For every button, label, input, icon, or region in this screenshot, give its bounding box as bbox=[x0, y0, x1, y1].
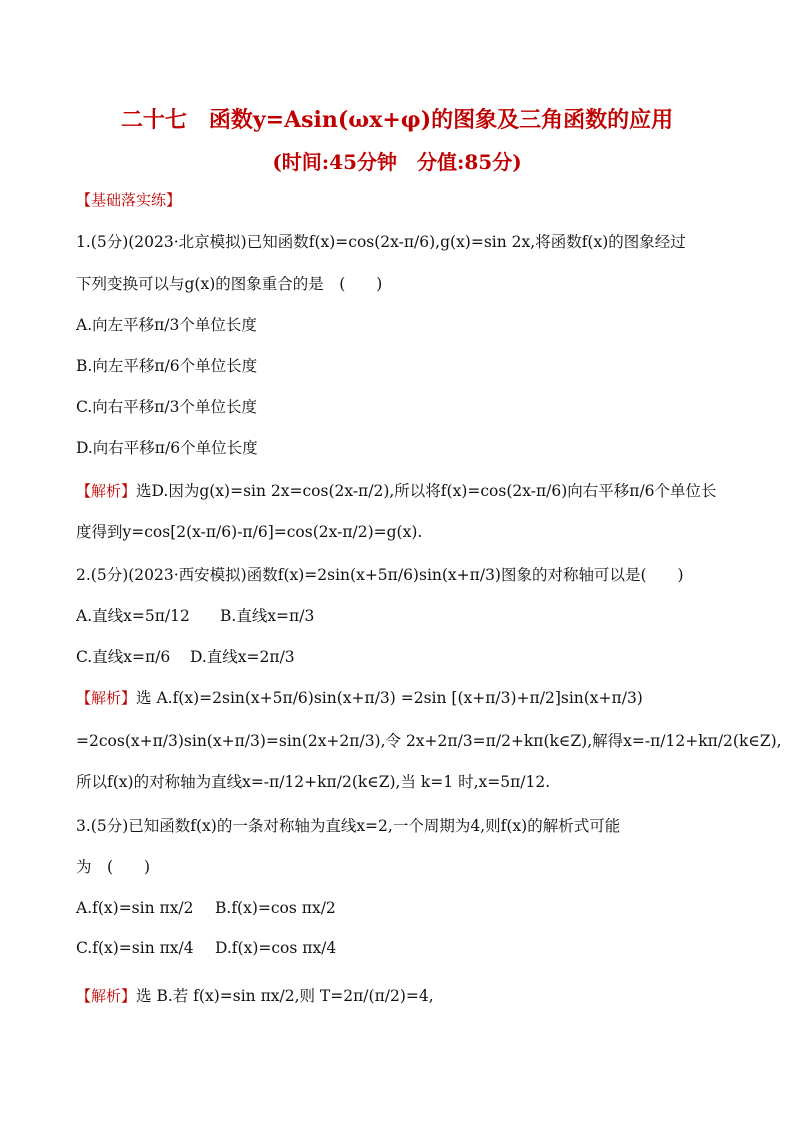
q1-stem-line1: 1.(5分)(2023·北京模拟)已知函数f(x)=cos(2x-π/6),g(x)=sin 2x,将函数f(x)的图象经过 bbox=[76, 233, 686, 251]
q2-stem-line1: 2.(5分)(2023·西安模拟)函数f(x)=2sin(x+5π/6)sin(x+π/3)图象的对称轴可以是( ) bbox=[76, 566, 684, 584]
q3-option-c: C.f(x)=sin πx/4 bbox=[76, 939, 194, 957]
analysis-tag: 【解析】 bbox=[76, 482, 137, 500]
q3-stem-line1: 3.(5分)已知函数f(x)的一条对称轴为直线x=2,一个周期为4,则f(x)的解析式可能 bbox=[76, 817, 621, 835]
analysis-tag: 【解析】 bbox=[76, 987, 137, 1005]
q2-option-a: A.直线x=5π/12 bbox=[76, 607, 190, 625]
q2-option-d: D.直线x=2π/3 bbox=[190, 648, 295, 666]
q2-analysis-text1: 选 A.f(x)=2sin(x+5π/6)sin(x+π/3) =2sin [(x+π/3)+π/2]sin(x+π/3) bbox=[136, 689, 643, 707]
q1-analysis-line2: 度得到y=cos[2(x-π/6)-π/6]=cos(2x-π/2)=g(x). bbox=[76, 523, 423, 541]
q2-option-c: C.直线x=π/6 bbox=[76, 648, 171, 666]
q1-option-d: D.向右平移π/6个单位长度 bbox=[76, 439, 258, 457]
q2-analysis-line1 bbox=[76, 688, 643, 708]
q2-option-b: B.直线x=π/3 bbox=[220, 607, 315, 625]
q1-option-c: C.向右平移π/3个单位长度 bbox=[76, 398, 258, 416]
q3-analysis-line1 bbox=[76, 986, 434, 1006]
page-subtitle: (时间:45分钟 分值:85分) bbox=[272, 150, 522, 174]
q1-option-b: B.向左平移π/6个单位长度 bbox=[76, 357, 258, 375]
q3-stem-line2: 为 ( ) bbox=[76, 858, 151, 876]
q1-stem-line2: 下列变换可以与g(x)的图象重合的是 ( ) bbox=[76, 275, 383, 293]
q3-option-b: B.f(x)=cos πx/2 bbox=[215, 899, 336, 917]
analysis-tag: 【解析】 bbox=[76, 689, 137, 707]
q1-analysis-text1: 选D.因为g(x)=sin 2x=cos(2x-π/2),所以将f(x)=cos(2x-π/6)向右平移π/6个单位长 bbox=[136, 482, 717, 500]
q2-analysis-line2: =2cos(x+π/3)sin(x+π/3)=sin(2x+2π/3),令 2x+2π/3=π/2+kπ(k∈Z),解得x=-π/12+kπ/2(k∈Z), bbox=[76, 732, 782, 750]
section-heading: 【基础落实练】 bbox=[76, 191, 182, 209]
q1-analysis-line1 bbox=[76, 481, 717, 501]
q3-option-d: D.f(x)=cos πx/4 bbox=[215, 939, 337, 957]
q3-option-a: A.f(x)=sin πx/2 bbox=[76, 899, 194, 917]
q3-analysis-text1: 选 B.若 f(x)=sin πx/2,则 T=2π/(π/2)=4, bbox=[136, 987, 434, 1005]
q1-option-a: A.向左平移π/3个单位长度 bbox=[76, 316, 257, 334]
q2-analysis-line3: 所以f(x)的对称轴为直线x=-π/12+kπ/2(k∈Z),当 k=1 时,x=5π/12. bbox=[76, 773, 551, 791]
page-title: 二十七 函数y=Asin(ωx+φ)的图象及三角函数的应用 bbox=[120, 107, 674, 133]
